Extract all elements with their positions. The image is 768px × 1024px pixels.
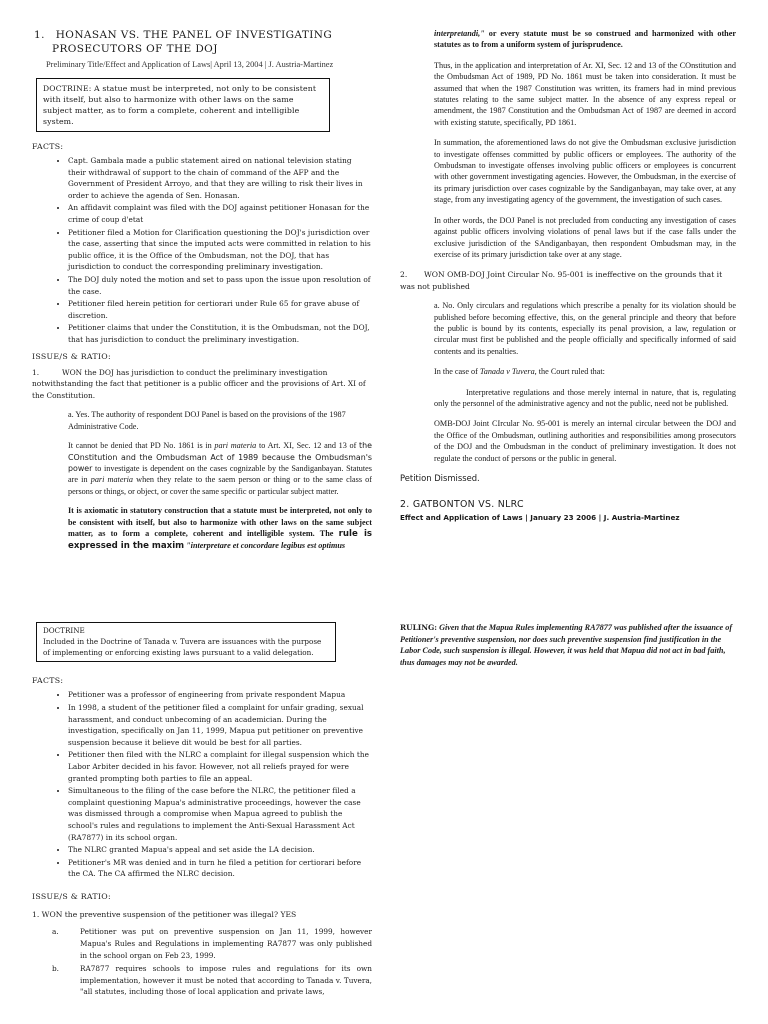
case2-facts-list — [30, 689, 372, 880]
list-item: • An affidavit complaint was filed with the DOJ against petitioner Honasan for the crime of coup d'etat — [68, 202, 372, 225]
case1-para-axiomatic — [68, 505, 372, 553]
case1-right-para2: In summation, the aforementioned laws do not give the Ombudsman exclusive jurisdiction to investigate offenses committed by public officers or employees. The authority of the Ombudsman to investigate offenses involving public officers or employees is concurrent with other government investigating agencies. However, the Ombudsman, in the exercise of its primary jurisdiction over cases cognizable by the Sandiganbayan, may take over, at any stage, from any investigating agency of the government, the investigation of such cases. — [434, 138, 736, 205]
case1-omb-para: OMB-DOJ Joint CIrcular No. 95-001 is merely an internal circular between the DOJ and the Office of the Ombudsman, outlining authorities and responsibilities among prosecutors of the DOJ and the Ombudsman in the conduct of preliminary investigation. It does not regulate the conduct of persons or the public in general. — [434, 419, 736, 463]
text-run-sans: rule is expressed in the maxim — [68, 528, 372, 552]
list-item: • Petitioner was a professor of engineering from private respondent Mapua — [68, 689, 372, 701]
text-run: In the case of — [434, 367, 480, 377]
text-run-italic: pari materia — [90, 475, 134, 485]
case1-issue2-number: 2. — [400, 270, 408, 280]
case1-issue2-answer: a. No. Only circulars and regulations which prescribe a penalty for its violation should be published before becoming effective, this, on the general principle and theory that before the public is bound by its contents, especially its penal provision, a law, regulation or circular must first be published and the people officially and specifically informed of said contents and its penalties. — [434, 301, 736, 356]
case1-doctrine-label: DOCTRINE: — [43, 84, 92, 93]
list-item: • Petitioner's MR was denied and in turn he filed a petition for certiorari before the CA. The CA affirmed the NLRC decision. — [68, 857, 372, 880]
text-run: , the Court ruled that: — [534, 367, 605, 377]
list-item: • In 1998, a student of the petitioner filed a complaint for unfair grading, sexual harassment, and conduct unbecoming of an academician. During the investigation, specifically on Jan 11, 1999, Mapua put petitioner on preventive suspension because it believe dit would be best for all parties. — [68, 702, 372, 748]
case1-doctrine-box — [36, 78, 330, 132]
text-run: to Art. XI, Sec. 12 and 13 of — [256, 441, 360, 451]
case2-ruling — [400, 622, 736, 668]
case1-doctrine-text: A statue must be interpreted, not only to be consistent with itself, but also to harmonize with other laws on the same subject matter, as to form a complete, coherent and intelligible system. — [43, 84, 317, 126]
case1-facts-heading: FACTS: — [32, 142, 64, 151]
case1-issue1 — [32, 367, 372, 402]
list-item: • Petitioner filed herein petition for certiorari under Rule 65 for grave abuse of discretion. — [68, 298, 372, 321]
text-run-italic: Tanada v Tuvera — [479, 367, 535, 377]
case1-right-column — [400, 28, 736, 522]
case1-title-line2: PROSECUTORS OF THE DOJ — [52, 43, 218, 55]
list-item: • Simultaneous to the filing of the case before the NLRC, the petitioner filed a complaint questioning Mapua's administrative proceedings, however the case was dismissed through a compromise when Mapua agreed to publish the school's rules and regulations to implement the Anti-Sexual Harassment Act (RA7877) in its school organ. — [68, 785, 372, 843]
list-item: • Petitioner filed a Motion for Clarification questioning the DOJ's jurisdiction over the case, asserting that since the imputed acts were committed in relation to his public office, it is the Office of the Ombudsman, not the DOJ, that has jurisdiction to conduct the corresponding preliminary investigation. — [68, 227, 372, 273]
case1-issue1-text: WON the DOJ has jurisdiction to conduct the preliminary investigation notwithstanding the fact that petitioner is a public officer and the provisions of Art. XI of the Constitution. — [32, 367, 366, 400]
case1-disposition: Petition Dismissed. — [400, 473, 480, 483]
list-item — [52, 926, 372, 961]
case1-subtitle: Preliminary Title/Effect and Application of Laws| April 13, 2004 | J. Austria-Martinez — [46, 60, 334, 69]
list-marker: a. — [52, 927, 59, 937]
list-item-text: Petitioner was put on preventive suspension on Jan 11, 1999, however Mapua's Rules and Regulations in implementing RA7877 was only published in the school organ on Feb 23, 1999. — [80, 927, 372, 960]
text-run-italic: pari materia — [214, 441, 257, 451]
case1-title-line1: HONASAN VS. THE PANEL OF INVESTIGATING — [55, 29, 333, 41]
text-run: or every statute must be so construed and harmonized with other statutes as to from a uniform system of jurisprudence. — [434, 29, 736, 50]
case1-issues-heading: ISSUE/S & RATIO: — [32, 351, 111, 361]
list-item-text: RA7877 requires schools to impose rules and regulations for its own implementation, however it must be noted that according to Tanada v. Tuvera, "all statutes, including those of local application and private laws, — [80, 964, 372, 997]
case1-right-para3: In other words, the DOJ Panel is not precluded from conducting any investigation of cases against public officers involving violations of penal laws but if the case falls under the exclusive jurisdiction of the SAndiganbayan, then respondent Ombudsman may, in the exercise of its primary jurisdiction take over at any stage. — [434, 215, 736, 259]
case2-title: 2. GATBONTON VS. NLRC — [400, 499, 524, 510]
list-item: • The NLRC granted Mapua's appeal and set aside the LA decision. — [68, 844, 372, 856]
case2-subtitle: Effect and Application of Laws | January 23 2006 | J. Austria-Martinez — [400, 513, 680, 522]
case2-left-column — [30, 622, 372, 1000]
case2-issues-heading: ISSUE/S & RATIO: — [32, 891, 111, 901]
case2-right-column — [400, 622, 736, 668]
text-run: to investigate is dependent on the cases cognizable by the Sandiganbayan. Statutes are in — [68, 463, 372, 485]
list-item: • Petitioner claims that under the Constitution, it is the Ombudsman, not the DOJ, that has jurisdiction to conduct the preliminary investigation. — [68, 322, 372, 345]
list-item: • Capt. Gambala made a public statement aired on national television stating their withdrawal of support to the chain of command of the AFP and the Government of President Arroyo, and that they are willing to risk their lives in order to achieve the agenda of Sen. Honasan. — [68, 155, 372, 201]
case1-title — [34, 28, 372, 56]
text-run-sans: the COnstitution and the Ombudsman Act of 1989 because the Ombudsman's power — [68, 441, 372, 473]
case1-para-pari-materia — [68, 440, 372, 497]
text-run: It cannot be denied that PD No. 1861 is in — [68, 441, 215, 451]
case1-tanada-quote: Interpretative regulations and those merely internal in nature, that is, regulating only the personnel of the administrative agency and not the public, need not be published. — [434, 387, 736, 408]
list-item — [52, 963, 372, 998]
case2-doctrine-label: DOCTRINE — [43, 626, 85, 635]
case2-issue1-sublist — [30, 926, 372, 998]
case2-doctrine-box — [36, 622, 336, 662]
case2-issue1: 1. WON the preventive suspension of the petitioner was illegal? YES — [32, 909, 297, 919]
case1-number: 1. — [34, 29, 45, 41]
case2-ruling-label: RULING: — [400, 623, 438, 632]
case2-doctrine-text: Included in the Doctrine of Tanada v. Tuvera are issuances with the purpose of implementing or enforcing existing laws pursuant to a valid delegation. — [43, 636, 322, 657]
case1-maxim-continued — [434, 28, 736, 51]
case2-facts-heading: FACTS: — [32, 676, 64, 686]
case1-tanada-intro — [434, 366, 736, 377]
list-item: • The DOJ duly noted the motion and set to pass upon the issue upon resolution of the case. — [68, 274, 372, 297]
case1-issue2-text: WON OMB-DOJ Joint Circular No. 95-001 is ineffective on the grounds that it was not published — [400, 270, 723, 291]
case2-ruling-text: Given that the Mapua Rules implementing RA7877 was published after the issuance of Petitioner's preventive suspension, nor does such preventive suspension find justification in the Labor Code, such suspension is illegal. However, it was held that Mapua did not act in bad faith, thus damages may not be awarded. — [400, 623, 733, 667]
case1-issue2 — [400, 269, 736, 292]
text-run-italic: "interpretare et concordare legibus est optimus — [184, 541, 346, 551]
text-run-bold: It is axiomatic in statutory construction that a statute must be interpreted, not only to be consistent with itself, but also to harmonize with other laws on the same subject matter, as to form a complete, coherent and intelligible system. The — [68, 506, 372, 538]
text-run-italic: interpretandi," — [434, 29, 485, 38]
text-run: when they relate to the saem person or thing or to the same class of persons or things, or object, or cover the same specific or particular subject matter. — [68, 475, 372, 496]
list-marker: b. — [52, 964, 59, 974]
list-item: • Petitioner then filed with the NLRC a complaint for illegal suspension which the Labor Arbiter decided in his favor. However, not all reliefs prayed for were granted prompting both parties to file an appeal. — [68, 749, 372, 784]
case1-right-para1: Thus, in the application and interpretation of Ar. XI, Sec. 12 and 13 of the COnstitution and the Ombudsman Act of 1989, PD No. 1861 must be taken into consideration. It must be assumed that when the 1987 Constitution was written, its framers had in mind previous statutes relating to the same subject matter. In the absence of any express repeal or amendment, the 1987 Constitution and the Ombudsman Act of 1987 are deemed in accord with existing statute, specifically, PD 1861. — [434, 60, 736, 127]
case1-left-column — [30, 28, 372, 561]
case1-facts-list — [30, 155, 372, 346]
case1-issue1-answer: a. Yes. The authority of respondent DOJ Panel is based on the provisions of the 1987 Administrative Code. — [68, 410, 346, 431]
case1-issue1-number: 1. — [32, 367, 40, 377]
